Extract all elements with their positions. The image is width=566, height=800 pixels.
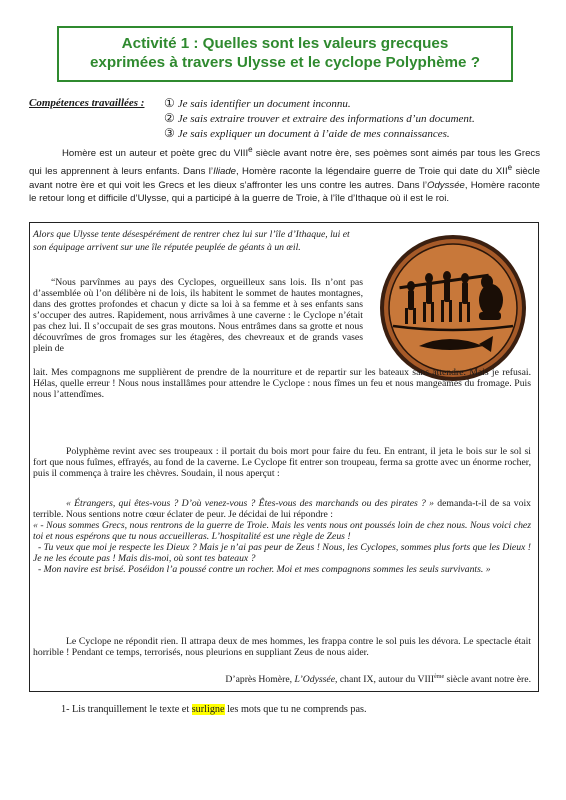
activity-title-box bbox=[57, 26, 513, 82]
intro-text: siècle avant notre ère et qui voit les Grecs et les dieux s’affronter les uns contre les autres. Dans l’ bbox=[29, 165, 540, 191]
dialogue-ulysses-answer: - Mon navire est brisé. Poséidon l’a poussé contre un rocher. Moi et mes compagnons sommes les seuls survivants. » bbox=[38, 564, 491, 575]
text-paragraph-1-continued: lait. Mes compagnons me supplièrent de prendre de la nourriture et de repartir sur les bateaux sans attendre. Mais je refusai. Hélas, quelle erreur ! Nous nous installâmes pour attendre le Cyclope : nous fîmes un feu et nous mangeâmes du fromage. Puis nous l’attendîmes. bbox=[33, 367, 531, 400]
competence-number: ① bbox=[164, 96, 175, 110]
intro-paragraph bbox=[29, 143, 540, 206]
question-1 bbox=[61, 704, 367, 715]
source-work-title: L’Odyssée bbox=[294, 674, 336, 686]
text-source bbox=[33, 674, 531, 685]
dialogue-ulysses-reply: « - Nous sommes Grecs, nous rentrons de la guerre de Troie. Mais les vents nous ont poussés loin de chez nous. Nous voici chez toi et nous espérons que tu nous accueilleras. L’hospitalité est une règle de Zeus ! bbox=[33, 520, 531, 542]
competence-number: ③ bbox=[164, 126, 175, 140]
competence-item bbox=[164, 111, 475, 126]
intro-sup: e bbox=[507, 162, 513, 172]
intro-sup: e bbox=[248, 145, 253, 154]
highlighted-word: surligne bbox=[191, 704, 225, 715]
competences-list bbox=[164, 96, 475, 141]
text-dialogue bbox=[33, 498, 531, 575]
competence-item bbox=[164, 126, 475, 141]
activity-title-line1: Activité 1 : Quelles sont les valeurs grecques bbox=[121, 35, 449, 52]
text-intro-italic: Alors que Ulysse tente désespérément de rentrer chez lui sur l’île d’Ithaque, lui et son équipage arrivent sur une île réputée peuplée de géants à un œil. bbox=[33, 229, 350, 253]
competences-label: Compétences travaillées : bbox=[29, 97, 145, 109]
competence-text: Je sais expliquer un document à l’aide de mes connaissances. bbox=[177, 128, 450, 140]
source-text: siècle avant notre ère. bbox=[444, 674, 531, 686]
source-text: D’après Homère, bbox=[225, 674, 295, 686]
intro-odyssee-title: Odyssée bbox=[427, 179, 465, 191]
dialogue-cyclops-reply: - Tu veux que moi je respecte les Dieux ? Mais je n’ai pas peur de Zeus ! Nous, les Cyclopes, sommes plus forts que les Dieux ! Je ne les écoute pas ! Mais dis-moi, où sont tes bateaux ? bbox=[33, 542, 531, 564]
intro-text: , Homère raconte le retour long et difficile d’Ulysse, qui a participé à la guerre de Troie, à l’île d’Ithaque où il est le roi. bbox=[29, 179, 540, 205]
activity-title-line2: exprimées à travers Ulysse et le cyclope Polyphème ? bbox=[89, 54, 481, 71]
greek-cup-image bbox=[379, 234, 527, 382]
text-paragraph-3: Le Cyclope ne répondit rien. Il attrapa deux de mes hommes, les frappa contre le sol puis les dévora. Le spectacle était horrible ! Pendant ce temps, terrorisés, nous pleurions en suppliant Zeus de nous aider. bbox=[33, 636, 531, 658]
intro-text: , Homère raconte la légendaire guerre de Troie qui date du XII bbox=[236, 165, 508, 177]
competence-number: ② bbox=[164, 111, 175, 125]
competence-item bbox=[164, 96, 475, 111]
dialogue-cyclops-question: « Étrangers, qui êtes-vous ? D’où venez-vous ? Êtes-vous des marchands ou des pirates ? » bbox=[66, 498, 434, 509]
text-paragraph-1: “Nous parvînmes au pays des Cyclopes, orgueilleux sans lois. Ils n’ont pas d’assemblée où l’on délibère ni de lois, ils habitent le sommet de hautes montagnes, dans des grottes profondes et chacun y dicte sa loi à sa femme et à ses enfants sans s’occuper des autres. Rapidement, nous arrivâmes à une caverne : le Cyclope n’était pas chez lui. Il s’occupait de ses gras moutons. Nous entrâmes dans sa grotte et nous découvrîmes de gros fromages sur les étagères, des chevreaux et de grands vases plein de bbox=[33, 277, 363, 354]
question-text: 1- Lis tranquillement le texte et bbox=[61, 704, 192, 715]
intro-iliade-title: Iliade bbox=[213, 165, 236, 177]
text-paragraph-2: Polyphème revint avec ses troupeaux : il portait du bois mort pour faire du feu. En entrant, il jeta le bois sur le sol si fort que nous fuîmes, effrayés, au fond de la caverne. Le Cyclope fit entrer son troupeau, ferma sa grotte avec un énorme rocher, puis il commença à traire les chèvres. Soudain, il nous aperçut : bbox=[33, 446, 531, 479]
competence-text: Je sais identifier un document inconnu. bbox=[177, 98, 351, 110]
question-text: les mots que tu ne comprends pas. bbox=[224, 704, 367, 715]
competence-text: Je sais extraire trouver et extraire des informations d’un document. bbox=[177, 113, 475, 125]
dialogue-narration: demanda-t-il de sa voix terrible. Nous sentions notre cœur éclater de peur. Je décidai de lui répondre : bbox=[33, 498, 531, 520]
intro-text: siècle avant notre ère, ses poèmes sont aimés par tous les Grecs qui les apprennent à leurs enfants. Dans l’ bbox=[29, 148, 540, 177]
source-sup: ème bbox=[434, 674, 445, 680]
intro-text: Homère est un auteur et poète grec du VIII bbox=[62, 148, 249, 160]
source-text: , chant IX, autour du VIII bbox=[335, 674, 435, 686]
